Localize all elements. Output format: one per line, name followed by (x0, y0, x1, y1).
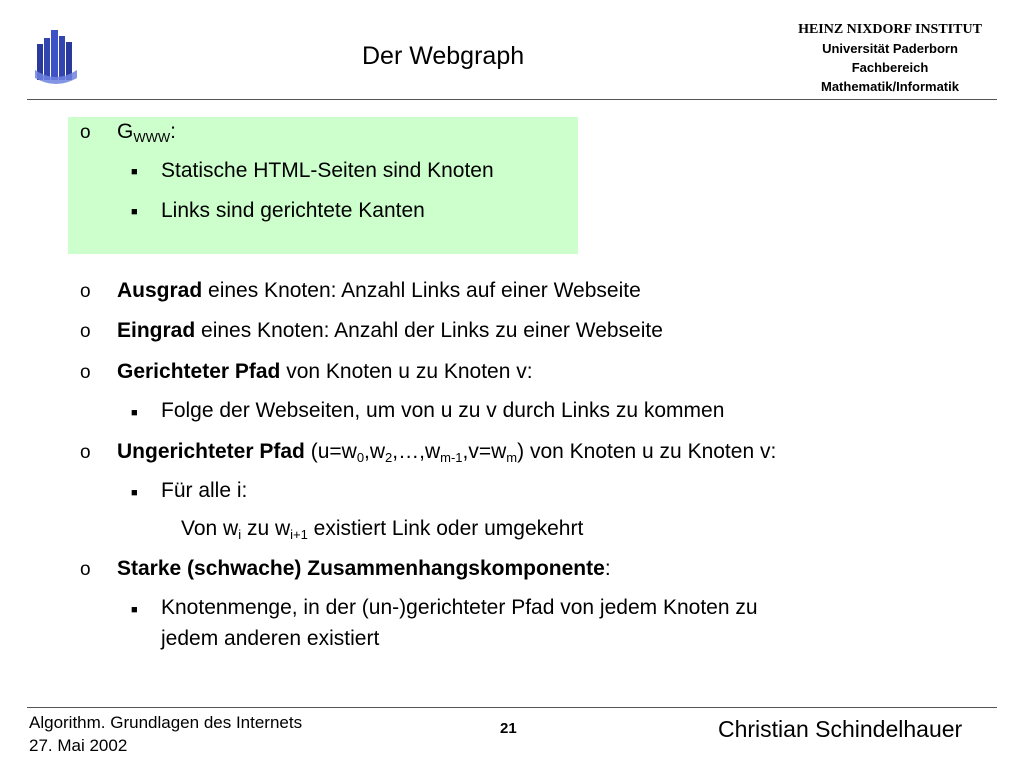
bullet-circle: o (80, 281, 91, 302)
bullet-square: ■ (131, 206, 138, 218)
bullet-square: ■ (131, 487, 138, 499)
department-name: Mathematik/Informatik (821, 79, 959, 94)
component-item-line-1: Knotenmenge, in der (un-)gerichteter Pfad von jedem Knoten zu (161, 596, 758, 619)
footer-divider (27, 707, 997, 708)
gwww-definition: $G_{WWW}$: (117, 120, 176, 145)
bullet-square: ■ (131, 604, 138, 616)
undirected-path-item: Für alle i: (161, 479, 248, 502)
bullet-square: ■ (131, 407, 138, 419)
bullet-square: ■ (131, 166, 138, 178)
bullet-circle: o (80, 442, 91, 463)
university-logo (33, 22, 79, 84)
eingrad-definition: Eingrad eines Knoten: Anzahl der Links zu einer Webseite (117, 319, 663, 342)
box-item-2: Links sind gerichtete Kanten (161, 199, 425, 222)
university-name: Universität Paderborn (822, 41, 958, 56)
directed-path-definition: Gerichteter Pfad von Knoten u zu Knoten v: (117, 360, 533, 383)
institute-block (782, 20, 998, 96)
course-name: Algorithm. Grundlagen des Internets (29, 713, 303, 732)
department-label: Fachbereich (851, 60, 929, 75)
undirected-path-condition: Von $w_i$ zu $w_{i+1}$ existiert Link oder umgekehrt (181, 517, 584, 542)
bullet-circle: o (80, 362, 91, 383)
author-name: Christian Schindelhauer (718, 716, 963, 742)
ausgrad-definition: Ausgrad eines Knoten: Anzahl Links auf einer Webseite (117, 279, 641, 302)
undirected-path-definition: Ungerichteter Pfad $(u=w_0,w_2,\dots,w_{m-1},v=w_m)$ von Knoten u zu Knoten v: (117, 440, 777, 465)
institute-name: HEINZ NIXDORF INSTITUT (798, 22, 982, 37)
lecture-date: 27. Mai 2002 (29, 736, 128, 755)
bullet-circle: o (80, 321, 91, 342)
component-item-line-2: jedem anderen existiert (161, 627, 380, 650)
slide-title: Der Webgraph (362, 42, 525, 70)
directed-path-item: Folge der Webseiten, um von u zu v durch Links zu kommen (161, 399, 725, 422)
box-item-1: Statische HTML-Seiten sind Knoten (161, 159, 494, 182)
header-divider (27, 99, 997, 100)
page-number: 21 (500, 720, 517, 737)
component-definition: Starke (schwache) Zusammenhangskomponente: (117, 557, 611, 580)
bullet-circle: o (80, 559, 91, 580)
bullet-circle: o (80, 122, 91, 143)
footer-info (29, 711, 302, 757)
